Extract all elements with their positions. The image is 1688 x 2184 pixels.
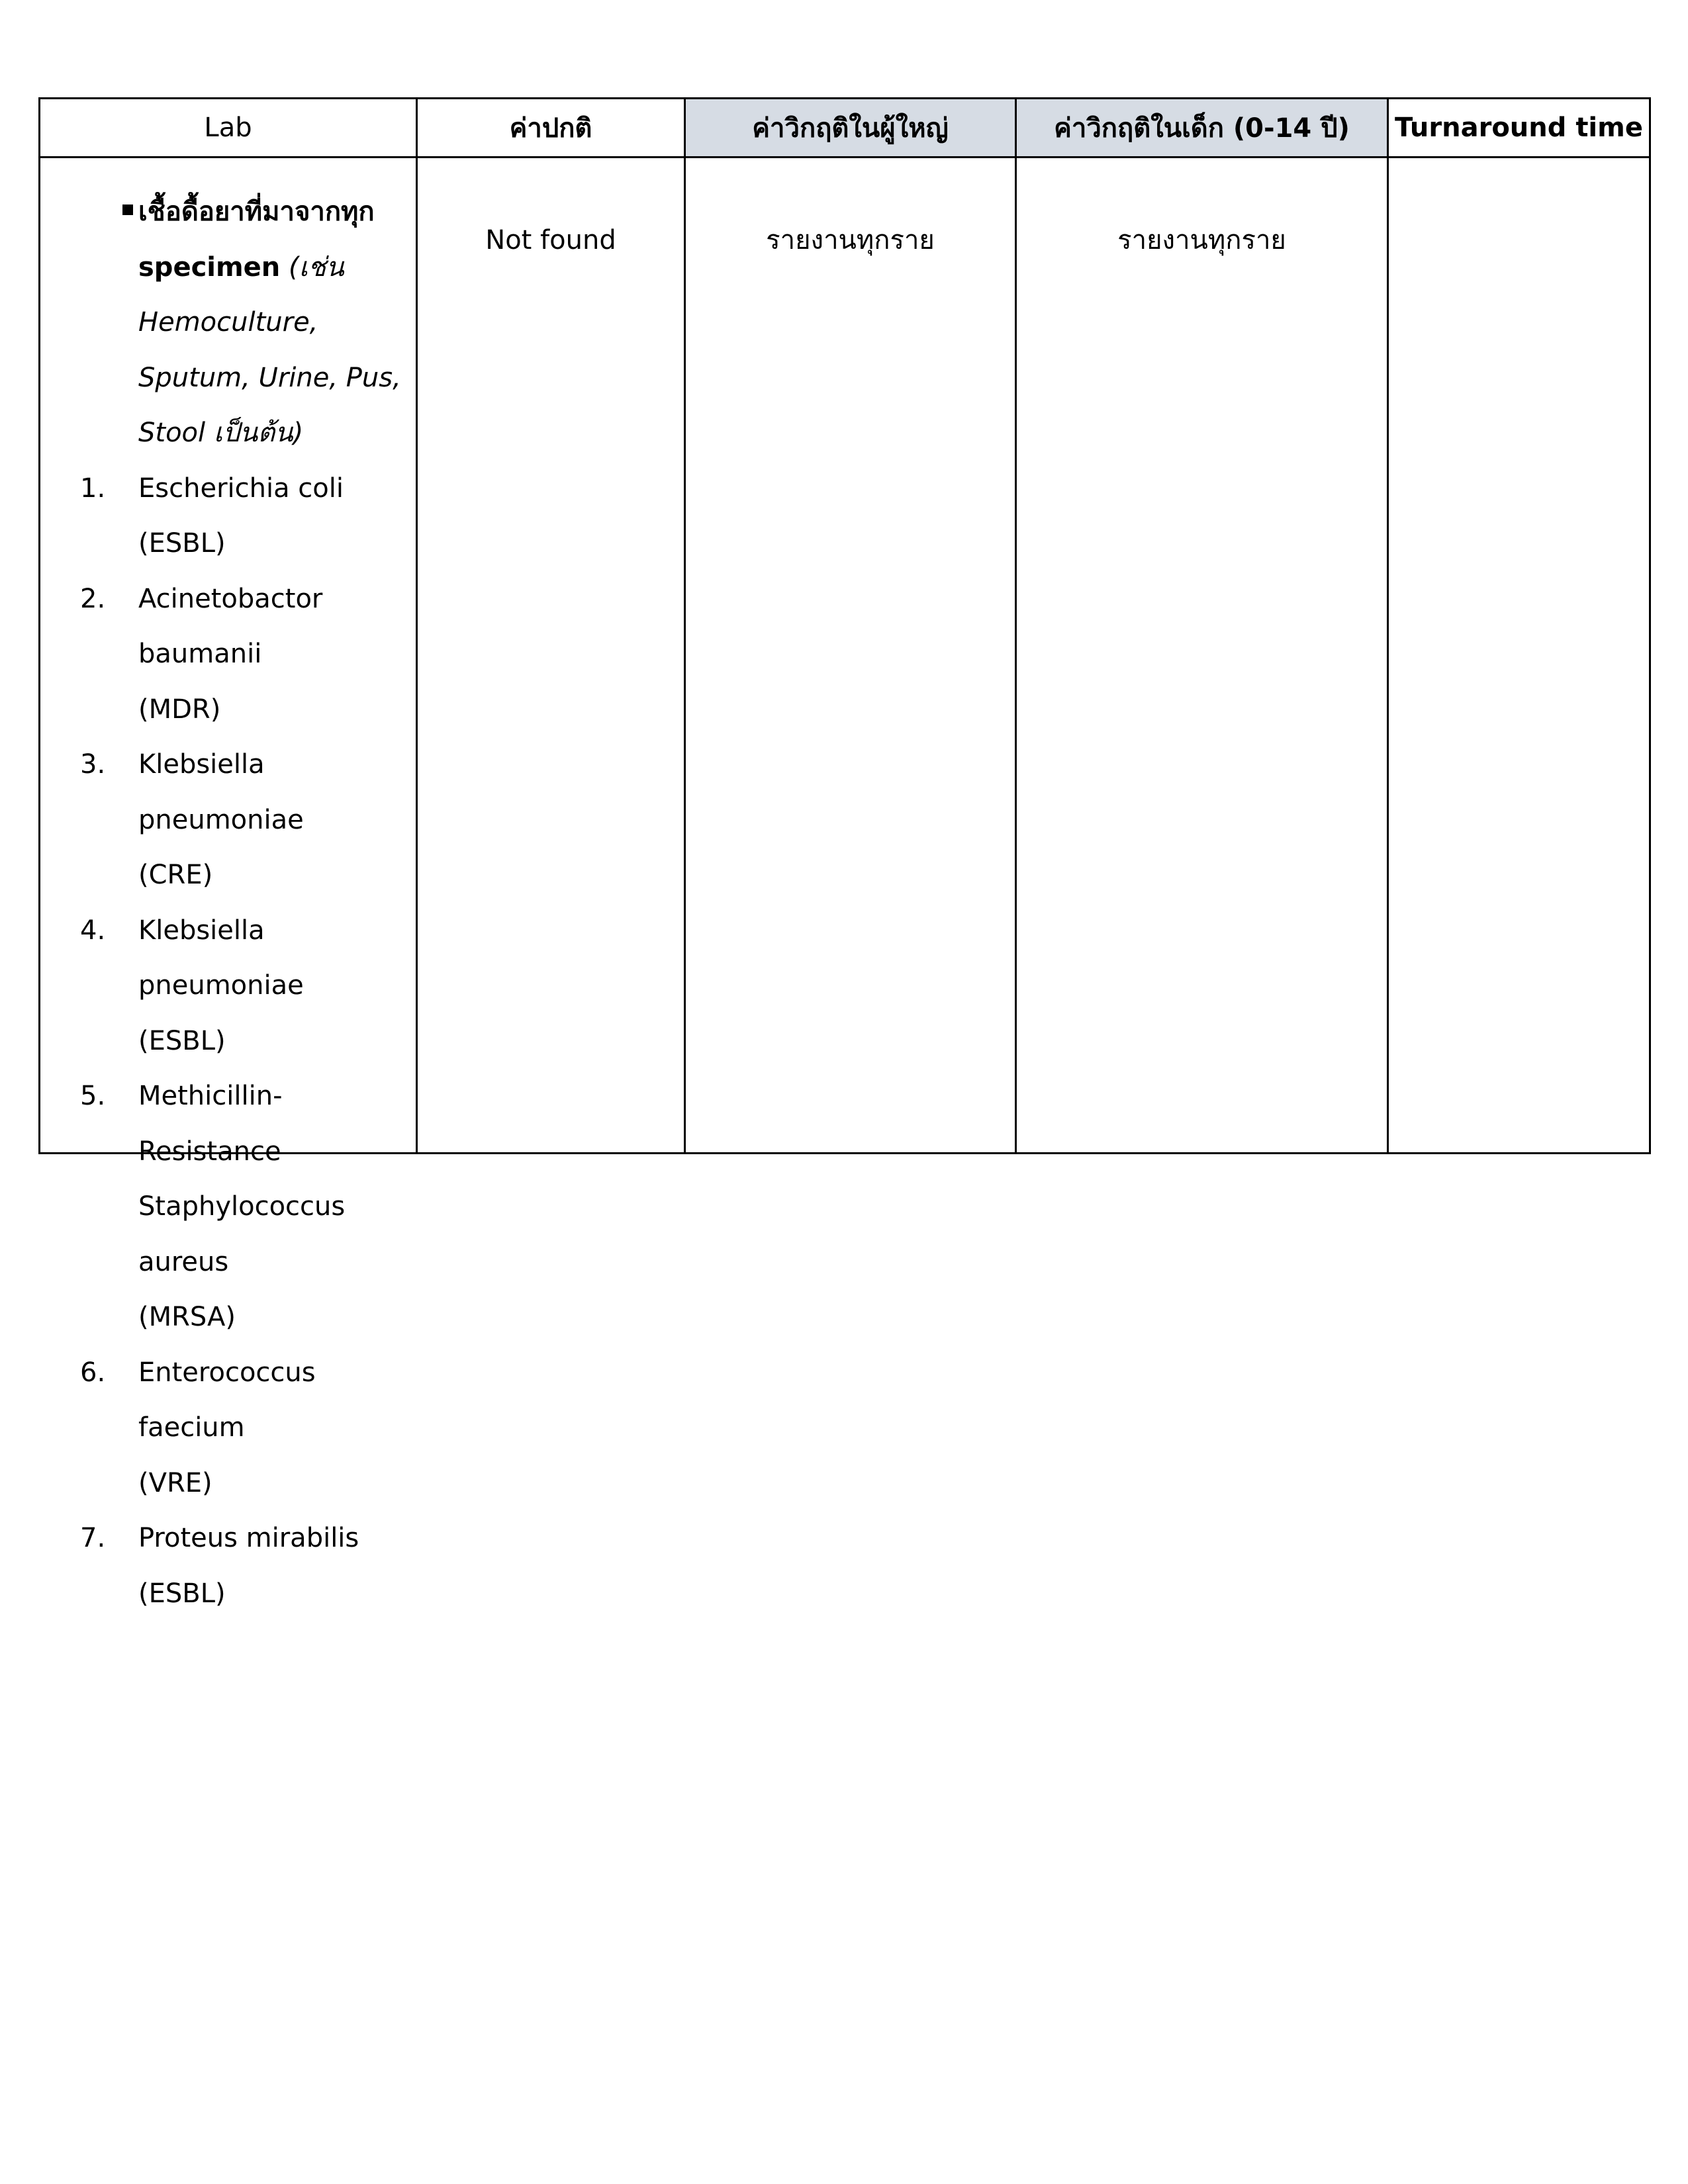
organism-name: Acinetobactor baumanii bbox=[138, 583, 323, 669]
lab-cell bbox=[40, 158, 418, 1609]
critical-adult-value: รายงานทุกราย bbox=[766, 225, 935, 255]
list-item bbox=[60, 1069, 409, 1345]
list-number: 4. bbox=[80, 915, 106, 946]
turnaround-cell bbox=[1389, 158, 1649, 1152]
organism-resistance: (CRE) bbox=[138, 860, 213, 890]
table-header-row bbox=[40, 99, 1649, 158]
normal-value-cell bbox=[418, 158, 686, 1152]
list-item bbox=[60, 737, 409, 903]
list-item bbox=[60, 1511, 409, 1621]
organism-resistance: (MRSA) bbox=[138, 1302, 236, 1332]
table-row bbox=[40, 158, 1649, 1609]
normal-value: Not found bbox=[485, 225, 616, 255]
square-bullet-icon bbox=[122, 205, 133, 215]
organism-resistance: (ESBL) bbox=[138, 1025, 226, 1056]
header-lab: Lab bbox=[40, 99, 418, 156]
list-item bbox=[60, 903, 409, 1069]
header-normal-value: ค่าปกติ bbox=[418, 99, 686, 156]
critical-child-value: รายงานทุกราย bbox=[1117, 225, 1286, 255]
list-number: 7. bbox=[80, 1523, 106, 1553]
list-item bbox=[60, 461, 409, 572]
list-item bbox=[60, 1345, 409, 1512]
header-critical-adult: ค่าวิกฤติในผู้ใหญ่ bbox=[686, 99, 1017, 156]
list-number: 6. bbox=[80, 1357, 106, 1388]
bullet-example-line: Sputum, Urine, Pus, bbox=[138, 362, 401, 393]
organism-name: Methicillin-Resistance bbox=[138, 1081, 283, 1167]
list-item bbox=[60, 572, 409, 738]
bullet-example-start: (เช่น bbox=[289, 251, 344, 283]
organism-name: Klebsiella pneumoniae bbox=[138, 915, 304, 1001]
organism-name: Proteus mirabilis (ESBL) bbox=[138, 1523, 359, 1609]
critical-adult-cell bbox=[686, 158, 1017, 1152]
list-number: 2. bbox=[80, 583, 106, 614]
organism-resistance: (MDR) bbox=[138, 694, 221, 725]
bullet-specimen: specimen bbox=[138, 251, 281, 283]
bullet-title: เชื้อดื้อยาที่มาจากทุก bbox=[138, 197, 375, 227]
organism-name-cont: Staphylococcus aureus bbox=[138, 1191, 346, 1277]
organism-name: Escherichia coli (ESBL) bbox=[138, 473, 344, 559]
header-critical-child: ค่าวิกฤติในเด็ก (0-14 ปี) bbox=[1017, 99, 1389, 156]
list-number: 5. bbox=[80, 1081, 106, 1111]
list-number: 1. bbox=[80, 473, 106, 504]
critical-child-cell bbox=[1017, 158, 1389, 1152]
header-turnaround-time: Turnaround time bbox=[1395, 113, 1643, 143]
lab-critical-values-table bbox=[38, 97, 1651, 1609]
bullet-example-line: Stool เป็นต้น) bbox=[138, 418, 304, 448]
organism-name: Enterococcus faecium bbox=[138, 1357, 316, 1443]
list-number: 3. bbox=[80, 749, 106, 780]
organism-resistance: (VRE) bbox=[138, 1467, 212, 1498]
bullet-example-line: Hemoculture, bbox=[138, 307, 318, 338]
bullet-item bbox=[60, 185, 409, 461]
organism-name: Klebsiella pneumoniae bbox=[138, 749, 304, 835]
lab-content bbox=[60, 185, 409, 1621]
